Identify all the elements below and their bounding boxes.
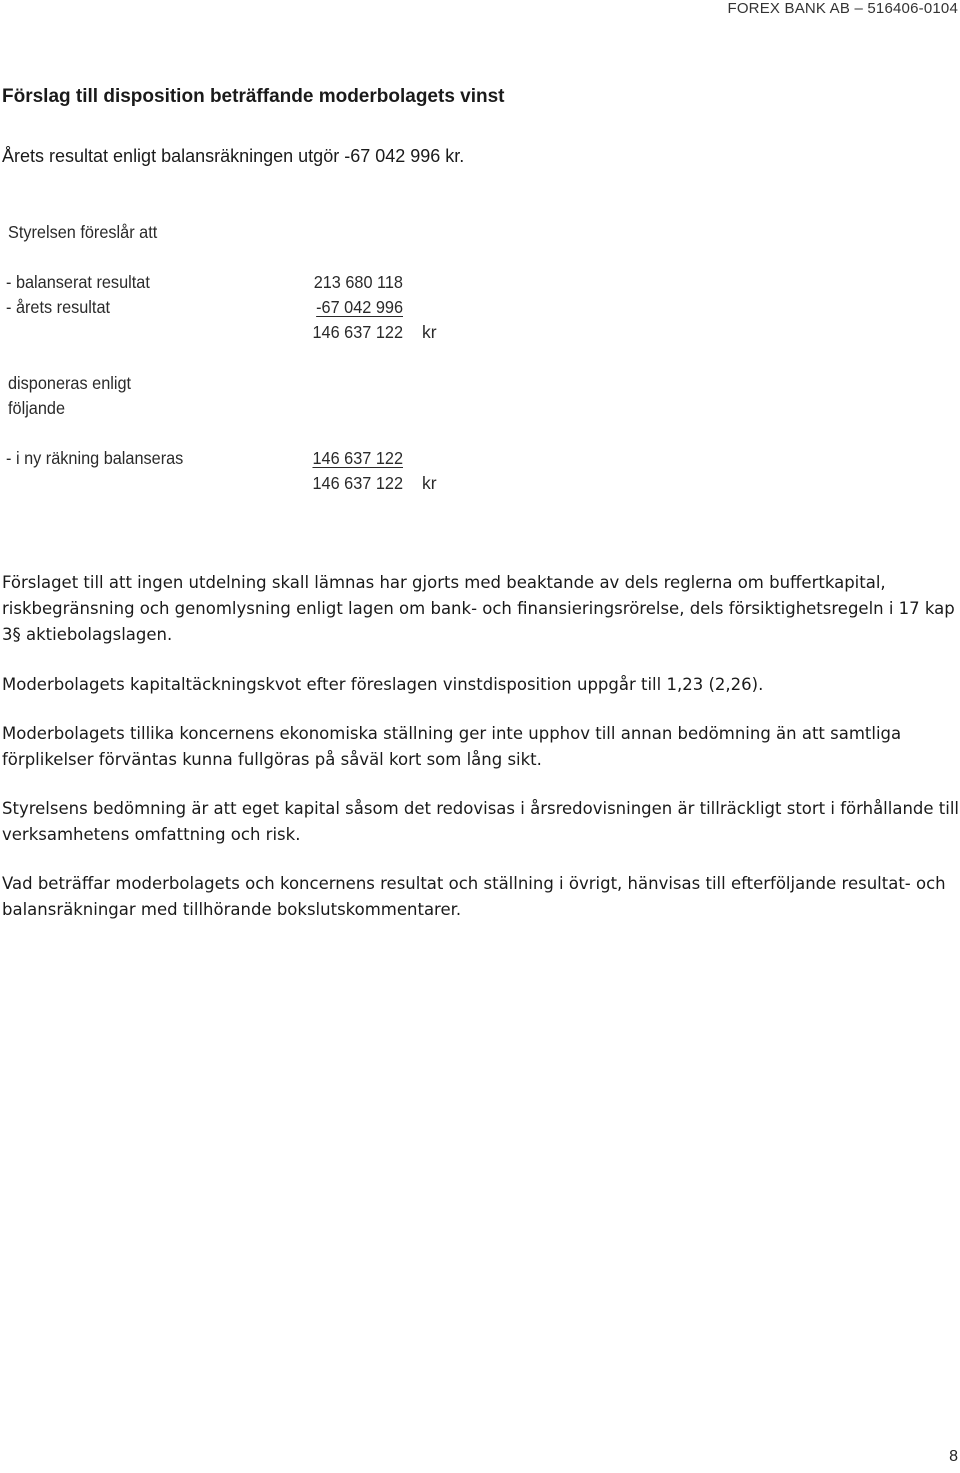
subtotal-unit: kr [422, 322, 437, 342]
page-number: 8 [949, 1448, 958, 1465]
paragraph-reference: Vad beträffar moderbolagets och koncernens resultat och ställning i övrigt, hänvisas till efterföljande resultat- och balansräkningar med tillhörande bokslutskommentarer. [2, 874, 946, 919]
total-unit: kr [422, 473, 437, 493]
total-value: 146 637 122 [312, 473, 403, 493]
row-label-year-result: - årets resultat [6, 297, 111, 317]
subtotal-value: 146 637 122 [312, 322, 403, 342]
proposal-intro: Styrelsen föreslår att [8, 222, 158, 242]
disposal-label-line1: disponeras enligt [8, 373, 132, 393]
paragraph-capital-ratio: Moderbolagets kapitaltäckningskvot efter föreslagen vinstdisposition uppgår till 1,23 (2,26). [2, 675, 764, 694]
row-label-carried-forward: - i ny räkning balanseras [6, 448, 184, 468]
disposal-label-line2: följande [8, 398, 66, 418]
row-value-carried-forward: 146 637 122 [312, 448, 403, 468]
row-value-retained-earnings: 213 680 118 [313, 272, 403, 292]
section-title: Förslag till disposition beträffande moderbolagets vinst [2, 86, 505, 107]
paragraph-equity-assessment: Styrelsens bedömning är att eget kapital såsom det redovisas i årsredovisningen är tillräckligt stort i förhållande till verksamhetens omfattning och risk. [2, 799, 960, 844]
paragraph-dividend-basis: Förslaget till att ingen utdelning skall lämnas har gjorts med beaktande av dels reglerna om buffertkapital, riskbegränsning och genomlysning enligt lagen om bank- och finansieringsrörelse, dels försiktighetsregeln i 17 kap 3§ aktiebolagslagen. [2, 573, 955, 644]
row-label-retained-earnings: - balanserat resultat [6, 272, 150, 292]
page-header: FOREX BANK AB – 516406-0104 [727, 0, 958, 17]
paragraph-financial-position: Moderbolagets tillika koncernens ekonomiska ställning ger inte upphov till annan bedömning än att samtliga förplikelser förväntas kunna fullgöras på såväl kort som lång sikt. [2, 724, 902, 769]
row-value-year-result: -67 042 996 [316, 297, 403, 317]
lead-sentence: Årets resultat enligt balansräkningen utgör -67 042 996 kr. [2, 146, 465, 166]
